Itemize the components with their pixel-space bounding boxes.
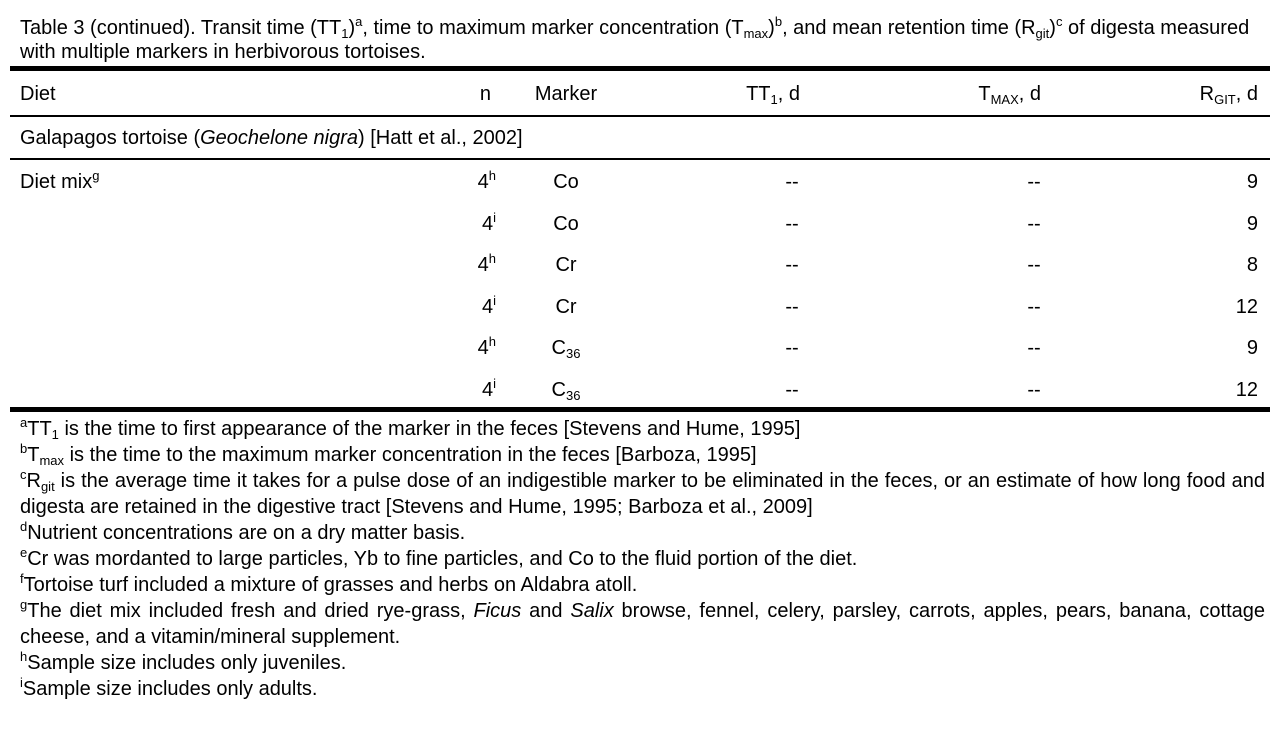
footnote-f: $^f$Tortoise turf included a mixture of grasses and herbs on Aldabra atoll. [20,571,638,596]
cell-n: 4$^i$ [481,210,496,235]
header-tt1: $TT_1$, d [746,83,800,107]
cell-rgit: 12 [1235,296,1258,318]
cell-rgit: 12 [1235,379,1258,401]
cell-rgit: 9 [1246,337,1258,359]
header-n: n [479,83,491,105]
cell-tmax: -- [1027,254,1041,276]
cell-tmax: -- [1027,379,1041,401]
cell-n: 4$^h$ [477,168,496,193]
cell-rgit: 9 [1246,171,1258,193]
header-tmax: $T_{MAX}$, d [978,83,1041,107]
cell-diet: Diet mix$^g$ [20,168,100,193]
cell-tmax: -- [1027,296,1041,318]
cell-marker: Co [553,213,579,235]
footnote-a: $^aTT_1$ is the time to first appearance of the marker in the feces [Stevens and Hume, 1995] [20,415,801,442]
cell-tt1: -- [785,296,799,318]
cell-marker: Cr [555,296,577,318]
footnote-c: $^cR_{git}$ is the average time it takes for a pulse dose of an indigestible marker to be eliminated in the feces, or an estimate of how long food and digesta are retained in the digestive tract [Stevens and Hume, 1995; Barboza et al., 2009] [20,467,1265,518]
cell-n: 4$^i$ [481,293,496,318]
section-rule [10,158,1270,160]
header-rgit: $R_{GIT}$, d [1199,83,1258,107]
footnote-d: $^d$Nutrient concentrations are on a dry matter basis. [20,519,466,544]
bottom-rule [10,407,1270,412]
cell-tmax: -- [1027,171,1041,193]
cell-tmax: -- [1027,213,1041,235]
cell-rgit: 9 [1246,213,1258,235]
cell-n: 4$^h$ [477,251,496,276]
footnote-b: $^bT_{max}$ is the time to the maximum marker concentration in the feces [Barboza, 1995] [20,441,757,468]
top-rule [10,66,1270,71]
cell-tt1: -- [785,337,799,359]
header-marker: Marker [534,83,598,105]
cell-rgit: 8 [1246,254,1258,276]
section-title: Galapagos tortoise (Geochelone nigra) [Hatt et al., 2002] [20,127,523,149]
footnote-i: $^i$Sample size includes only adults. [20,675,318,700]
footnote-h: $^h$Sample size includes only juveniles. [20,649,347,674]
table-caption: Table 3 (continued). Transit time $(TT_1)^a$, time to maximum marker concentration $(T_{max})^b$, and mean retention time $(R_{git})^c$ of digesta measured with multiple markers in herbivorous tortoises. [20,14,1250,63]
cell-tt1: -- [785,254,799,276]
cell-n: 4$^h$ [477,334,496,359]
cell-marker: Co [553,171,579,193]
header-rule [10,115,1270,117]
cell-marker: Cr [555,254,577,276]
header-diet: Diet [20,83,56,105]
cell-tt1: -- [785,171,799,193]
cell-n: 4$^i$ [481,376,496,401]
footnote-g: $^g$The diet mix included fresh and dried rye-grass, Ficus and Salix browse, fennel, celery, parsley, carrots, apples, pears, banana, cottage cheese, and a vitamin/mineral supplement. [20,597,1265,648]
footnote-e: $^e$Cr was mordanted to large particles, Yb to fine particles, and Co to the fluid portion of the diet. [20,545,858,570]
cell-marker: $C_{36}$ [551,337,581,361]
cell-tmax: -- [1027,337,1041,359]
cell-tt1: -- [785,379,799,401]
cell-tt1: -- [785,213,799,235]
cell-marker: $C_{36}$ [551,379,581,403]
